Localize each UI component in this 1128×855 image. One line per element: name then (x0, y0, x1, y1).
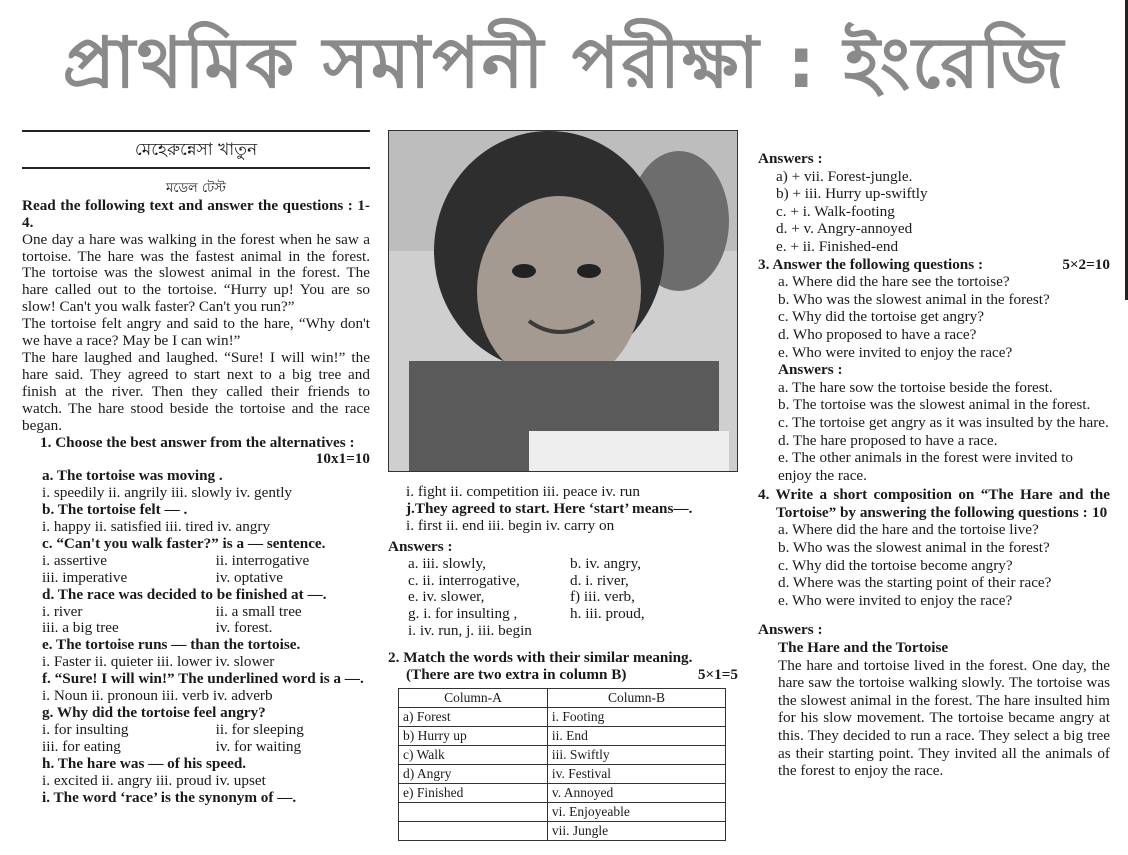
col-a-cell: a) Forest (399, 707, 548, 726)
q1-question: c. “Can't you walk faster?” is a — sentence. (42, 534, 326, 552)
q1-options: i. Noun ii. pronoun iii. verb iv. adverb (42, 687, 273, 705)
col-b-cell: vi. Enjoyeable (547, 802, 725, 821)
photo-illustration (389, 131, 738, 472)
col-a-cell: b) Hurry up (399, 726, 548, 745)
q1-option: iv. forest. (215, 619, 273, 637)
q1-options: i. speedily ii. angrily iii. slowly iv. gently (42, 484, 293, 502)
col-b-cell: v. Annoyed (547, 783, 725, 802)
intro-heading: Read the following text and answer the questions : 1-4. (22, 196, 370, 231)
q3-answer: d. The hare proposed to have a race. (778, 431, 998, 449)
q3-answer: b. The tortoise was the slowest animal in the forest. (778, 396, 1091, 414)
q4-answers-heading: Answers : (758, 621, 823, 639)
subtitle: মডেল টেস্ট (166, 180, 226, 196)
q4-heading: 4. Write a short composition on “The Hare and the Tortoise” by answering the following questions : 10 (758, 486, 1110, 521)
q3-question: b. Who was the slowest animal in the forest? (778, 290, 1050, 308)
q1-option: iv. optative (215, 568, 283, 586)
q1-options-row (42, 604, 370, 621)
q1-question: e. The tortoise runs — than the tortoise. (42, 636, 301, 654)
q1-question: a. The tortoise was moving . (42, 467, 223, 485)
q1-options: i. excited ii. angry iii. proud iv. upset (42, 771, 266, 789)
q1-option: i. assertive (42, 551, 107, 569)
column-right (758, 150, 1110, 780)
col-b-cell: iv. Festival (547, 764, 725, 783)
q2-sub: (There are two extra in column B) (406, 666, 627, 684)
q3-question: c. Why did the tortoise get angry? (778, 308, 984, 326)
answers2-heading: Answers : (758, 150, 823, 167)
q1-option: ii. a small tree (215, 602, 302, 620)
answers1-heading: Answers : (388, 537, 453, 555)
match-row (399, 726, 726, 745)
q1-j-options: i. first ii. end iii. begin iv. carry on (406, 516, 615, 534)
q3-answer: e. The other animals in the forest were invited to enjoy the race. (778, 449, 1073, 484)
answer-cell: b. iv. angry, (570, 554, 641, 572)
q1-question: b. The tortoise felt — . (42, 501, 188, 519)
q1-question: f. “Sure! I will win!” The underlined word is a —. (42, 670, 364, 688)
answer2-item: b) + iii. Hurry up-swiftly (776, 185, 928, 203)
q1-option: iv. for waiting (215, 737, 302, 755)
answer2-item: a) + vii. Forest-jungle. (776, 167, 913, 185)
col-b-cell: vii. Jungle (547, 821, 725, 840)
col-a-cell: e) Finished (399, 783, 548, 802)
q2-sub-row (388, 667, 738, 684)
q3-heading: 3. Answer the following questions : (758, 255, 984, 273)
q1-option: i. for insulting (42, 720, 129, 738)
col-b-header: Column-B (547, 688, 725, 707)
student-photo (388, 130, 738, 472)
answer-row (388, 606, 738, 623)
q1-question: d. The race was decided to be finished at —. (42, 585, 327, 603)
col-b-cell: iii. Swiftly (547, 745, 725, 764)
col-b-cell: i. Footing (547, 707, 725, 726)
q4-question: c. Why did the tortoise become angry? (778, 556, 1013, 574)
col-a-cell: c) Walk (399, 745, 548, 764)
answer2-item: c. + i. Walk-footing (776, 202, 895, 220)
match-row (399, 707, 726, 726)
match-table (398, 688, 726, 841)
answer-cell: h. iii. proud, (570, 605, 645, 623)
q1-option: ii. for sleeping (215, 720, 304, 738)
q1-question: h. The hare was — of his speed. (42, 754, 247, 772)
col-a-header: Column-A (399, 688, 548, 707)
answer-cell: c. ii. interrogative, (408, 571, 520, 589)
answer-cell: d. i. river, (570, 571, 629, 589)
q1-option: iii. for eating (42, 737, 121, 755)
col-b-cell: ii. End (547, 726, 725, 745)
q1-options-row (42, 722, 370, 739)
q3-question: a. Where did the hare see the tortoise? (778, 273, 1010, 291)
q1-options-row (42, 553, 370, 570)
q4-question: b. Who was the slowest animal in the forest? (778, 539, 1050, 557)
q3-heading-row (758, 256, 1110, 274)
q3-marks: 5×2=10 (1062, 255, 1110, 273)
q1-option: i. river (42, 602, 83, 620)
q1-option: iii. imperative (42, 568, 128, 586)
q1-options-row (42, 570, 370, 587)
answer-cell: e. iv. slower, (408, 588, 485, 606)
page-masthead: প্রাথমিক সমাপনী পরীক্ষা : ইংরেজি (62, 22, 1066, 104)
composition-text: The hare and tortoise lived in the forest. One day, the hare saw the tortoise walking slowly. The tortoise was the slowest animal in the forest. The hare insulted him for his slow movement. The tortoise became angry at this. They decided to run a race. They select a big tree as their starting point. They invited all the animals of the forest to enjoy the race. (778, 656, 1110, 780)
answer-cell: g. i. for insulting , (408, 605, 518, 623)
q1-i-options: i. fight ii. competition iii. peace iv. run (406, 483, 640, 500)
match-row (399, 783, 726, 802)
q2-marks: 5×1=5 (697, 666, 738, 684)
q4-list (758, 521, 1110, 609)
match-row (399, 764, 726, 783)
q4-question: d. Where was the starting point of their race? (778, 574, 1052, 592)
q1-option: ii. interrogative (215, 551, 310, 569)
answer-row (388, 573, 738, 590)
story-para-1: One day a hare was walking in the forest when he saw a tortoise. The hare was the fastest animal in the forest. The tortoise was the slowest animal in the forest. The hare called out to the tortoise. “Hurry up! You are so slow! Can't you walk faster? Can't you run?” (22, 230, 370, 316)
q3-answer: c. The tortoise get angry as it was insulted by the hare. (778, 413, 1109, 431)
q3-question: d. Who proposed to have a race? (778, 325, 977, 343)
column-left (22, 130, 370, 806)
q1-options-row (42, 620, 370, 637)
answer-cell: a. iii. slowly, (408, 554, 486, 572)
q1-question: g. Why did the tortoise feel angry? (42, 704, 266, 721)
answer-cell: f) iii. verb, (570, 588, 635, 606)
q1-options: i. happy ii. satisfied iii. tired iv. angry (42, 518, 271, 536)
q1-j-question: j.They agreed to start. Here ‘start’ means—. (406, 499, 693, 517)
composition-title: The Hare and the Tortoise (778, 639, 949, 657)
q3-answers-list (758, 379, 1110, 485)
q1-marks: 10x1=10 (315, 450, 370, 468)
author-name: মেহেরুন্নেসা খাতুন (134, 140, 258, 160)
q2-heading: 2. Match the words with their similar meaning. (388, 649, 693, 667)
answer-row (388, 589, 738, 606)
answers2-list (758, 168, 1110, 256)
col-a-cell (399, 821, 548, 840)
q4-question: a. Where did the hare and the tortoise live? (778, 521, 1039, 539)
author-bottom-rule (22, 167, 370, 169)
q1-option: iii. a big tree (42, 619, 119, 637)
q4-heading-text: 4. Write a short composition on “The Hare and the Tortoise” by answering the following questions : (758, 486, 1110, 521)
answers1-last: i. iv. run, j. iii. begin (408, 622, 532, 640)
answer2-item: d. + v. Angry-annoyed (776, 220, 913, 238)
q1-list (22, 468, 370, 806)
match-row (399, 821, 726, 840)
q4-question: e. Who were invited to enjoy the race? (778, 591, 1013, 609)
q1-options-row (42, 739, 370, 756)
q3-answers-heading: Answers : (778, 361, 843, 379)
q3-answer: a. The hare sow the tortoise beside the forest. (778, 378, 1053, 396)
story-para-2: The tortoise felt angry and said to the hare, “Why don't we have a race? May be I can win!” (22, 315, 370, 350)
answer-row (388, 556, 738, 573)
answers1-list (388, 556, 738, 624)
story-para-3: The hare laughed and laughed. “Sure! I will win!” the hare said. They agreed to start next to a big tree and finish at the river. Then they called their friends to watch. The hare stood beside the tortoise and the race began. (22, 348, 370, 434)
match-row (399, 745, 726, 764)
match-row (399, 802, 726, 821)
q1-options: i. Faster ii. quieter iii. lower iv. slower (42, 653, 275, 671)
col-a-cell (399, 802, 548, 821)
q1-question: i. The word ‘race’ is the synonym of —. (42, 788, 297, 806)
q3-list (758, 273, 1110, 361)
q1-heading: 1. Choose the best answer from the alternatives : (40, 433, 355, 451)
col-a-cell: d) Angry (399, 764, 548, 783)
answer2-item: e. + ii. Finished-end (776, 237, 899, 255)
q3-question: e. Who were invited to enjoy the race? (778, 343, 1013, 361)
column-middle (388, 130, 738, 841)
